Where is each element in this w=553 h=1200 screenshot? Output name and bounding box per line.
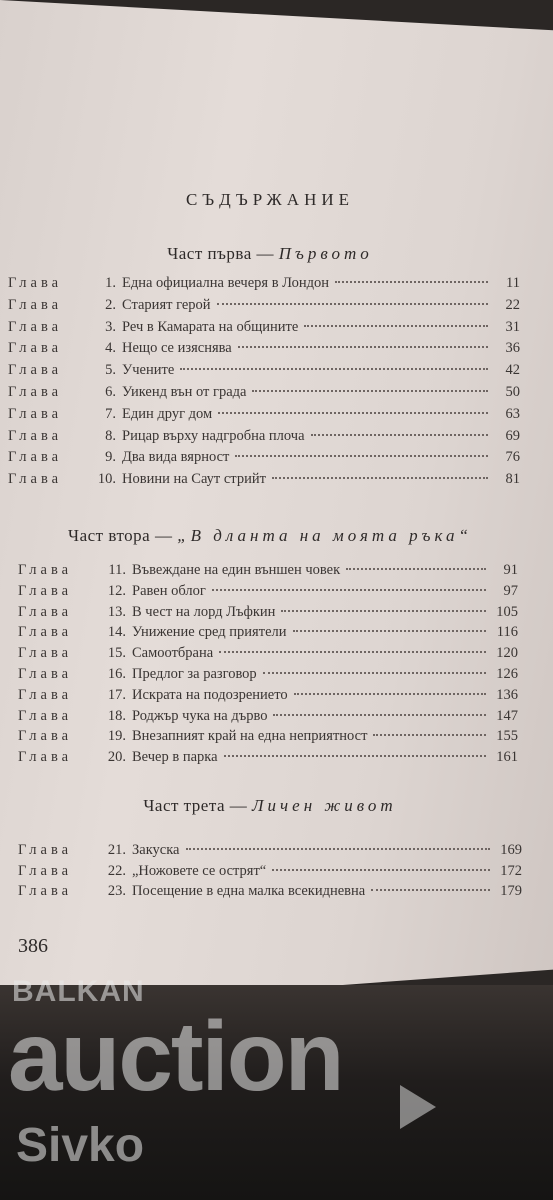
part-title-2 — [0, 526, 540, 546]
leader-dots — [180, 368, 488, 370]
chapter-label: Глава — [18, 666, 73, 682]
chapter-label: Глава — [8, 362, 63, 379]
leader-dots — [235, 455, 488, 457]
chapter-title: Унижение сред приятели — [132, 624, 287, 641]
chapter-number: 13. — [107, 603, 126, 620]
chapter-page: 76 — [505, 449, 520, 466]
chapter-number: 15. — [107, 645, 126, 662]
chapter-number: 12. — [107, 582, 126, 599]
chapter-page: 69 — [505, 427, 520, 444]
leader-dots — [263, 672, 486, 674]
leader-dots — [224, 755, 486, 757]
chapter-title: Равен облог — [132, 582, 206, 599]
part-title-3 — [0, 796, 540, 816]
toc-row — [8, 449, 520, 469]
chapter-number: 1. — [105, 275, 116, 291]
toc-row — [8, 362, 520, 382]
chapter-number: 3. — [105, 318, 116, 335]
chapter-title: Един друг дом — [122, 405, 213, 422]
leader-dots — [371, 889, 490, 891]
toc-row — [18, 728, 518, 748]
chapter-label: Глава — [18, 686, 73, 703]
chapter-page: 179 — [500, 883, 522, 899]
chapter-number: 11. — [108, 562, 126, 578]
leader-dots — [217, 303, 488, 305]
chapter-page: 22 — [505, 296, 520, 313]
chapter-page: 63 — [505, 405, 520, 422]
chapter-label: Глава — [18, 582, 73, 599]
leader-dots — [293, 630, 487, 632]
chapter-number: 10. — [97, 471, 116, 488]
chapter-label: Глава — [8, 405, 63, 422]
chapter-page: 97 — [503, 582, 518, 599]
chapter-label: Глава — [8, 449, 63, 466]
chapter-label: Глава — [18, 749, 73, 766]
chapter-label: Глава — [18, 883, 73, 899]
toc-row — [8, 319, 520, 339]
leader-dots — [186, 848, 491, 850]
chapter-label: Глава — [18, 562, 73, 578]
chapter-number: 5. — [105, 362, 116, 379]
chapter-number: 4. — [105, 340, 116, 357]
leader-dots — [272, 477, 488, 479]
watermark-auction: auction — [8, 1001, 343, 1111]
chapter-page: 120 — [496, 645, 518, 662]
chapter-title: Въвеждане на един външен човек — [132, 562, 341, 578]
chapter-label: Глава — [8, 275, 63, 291]
toc-row — [18, 883, 522, 903]
chapter-label: Глава — [18, 842, 73, 858]
chapter-page: 169 — [500, 842, 522, 858]
chapter-number: 14. — [107, 624, 126, 641]
toc-row — [8, 275, 520, 295]
toc-row — [8, 428, 520, 448]
leader-dots — [373, 734, 486, 736]
toc-row — [8, 471, 520, 491]
chapter-label: Глава — [8, 427, 63, 444]
chapter-title: Предлог за разговор — [132, 666, 257, 682]
toc-row — [18, 863, 522, 883]
chapter-title: Старият герой — [122, 296, 211, 313]
chapter-page: 161 — [496, 749, 518, 766]
part-title-1 — [0, 244, 540, 264]
chapter-title: В чест на лорд Лъфкин — [132, 603, 276, 620]
chapter-number: 23. — [107, 883, 126, 899]
chapter-title: Вечер в парка — [132, 749, 218, 766]
chapter-title: Рицар върху надгробна плоча — [122, 427, 305, 444]
chapter-label: Глава — [18, 707, 73, 724]
toc-row — [8, 340, 520, 360]
chapter-number: 20. — [107, 749, 126, 766]
chapter-page: 126 — [496, 666, 518, 682]
chapter-title: Посещение в една малка всекидневна — [132, 883, 366, 899]
part-name: Първото — [278, 244, 373, 263]
toc-row — [18, 687, 518, 707]
chapter-page: 105 — [496, 603, 518, 620]
chapter-title: Самоотбрана — [132, 645, 214, 662]
chapter-label: Глава — [18, 603, 73, 620]
toc-row — [18, 562, 518, 582]
chapter-label: Глава — [8, 296, 63, 313]
leader-dots — [281, 610, 486, 612]
chapter-number: 19. — [107, 728, 126, 745]
chapter-page: 172 — [500, 862, 522, 879]
toc-row — [18, 604, 518, 624]
page-number: 386 — [18, 935, 48, 957]
chapter-title: Уикенд вън от града — [122, 384, 247, 400]
chapter-page: 116 — [496, 624, 518, 641]
chapter-title: „Ножовете се острят“ — [132, 862, 267, 879]
contents-heading: СЪДЪРЖАНИЕ — [185, 190, 355, 209]
chapter-page: 42 — [505, 362, 520, 379]
toc-row — [8, 406, 520, 426]
chapter-title: Закуска — [132, 842, 180, 858]
toc-row — [18, 624, 518, 644]
chapter-page: 147 — [496, 707, 518, 724]
chapter-number: 18. — [107, 707, 126, 724]
part-prefix: Част първа — — [167, 244, 274, 263]
chapter-label: Глава — [18, 862, 73, 879]
toc-row — [18, 666, 518, 686]
chapter-page: 136 — [496, 686, 518, 703]
chapter-label: Глава — [18, 645, 73, 662]
chapter-title: Една официална вечеря в Лондон — [122, 275, 330, 291]
part-name: „В дланта на моята ръка“ — [177, 526, 472, 545]
chapter-page: 36 — [505, 340, 520, 357]
leader-dots — [304, 325, 488, 327]
leader-dots — [218, 412, 488, 414]
chapter-number: 9. — [105, 449, 116, 466]
chapter-title: Два вида вярност — [122, 449, 230, 466]
toc-row — [18, 708, 518, 728]
chapter-number: 21. — [107, 842, 126, 858]
chapter-number: 22. — [107, 862, 126, 879]
part-prefix: Част втора — — [68, 526, 173, 545]
leader-dots — [294, 693, 486, 695]
chapter-number: 2. — [105, 296, 116, 313]
toc-row — [8, 384, 520, 404]
chapter-title: Учените — [122, 362, 175, 379]
toc-row — [18, 749, 518, 769]
leader-dots — [272, 869, 490, 871]
leader-dots — [219, 651, 486, 653]
leader-dots — [311, 434, 488, 436]
leader-dots — [238, 346, 488, 348]
toc-row — [18, 583, 518, 603]
chapter-title: Искрата на подозрението — [132, 686, 288, 703]
toc-row — [8, 297, 520, 317]
toc-row — [18, 842, 522, 862]
chapter-title: Новини на Саут стрийт — [122, 471, 266, 488]
chapter-page: 31 — [505, 318, 520, 335]
leader-dots — [273, 714, 486, 716]
chapter-label: Глава — [8, 384, 63, 400]
chapter-number: 16. — [107, 666, 126, 682]
chapter-label: Глава — [8, 318, 63, 335]
chapter-title: Роджър чука на дърво — [132, 707, 268, 724]
chapter-title: Нещо се изяснява — [122, 340, 232, 357]
watermark-sivko: Sivko — [16, 1119, 145, 1172]
chapter-page: 11 — [506, 275, 520, 291]
chapter-title: Реч в Камарата на общините — [122, 318, 299, 335]
chapter-label: Глава — [8, 340, 63, 357]
leader-dots — [212, 589, 486, 591]
leader-dots — [346, 568, 486, 570]
chapter-number: 6. — [105, 384, 116, 400]
chapter-page: 50 — [505, 384, 520, 400]
toc-row — [18, 645, 518, 665]
chapter-number: 7. — [105, 405, 116, 422]
leader-dots — [335, 281, 488, 283]
chapter-label: Глава — [18, 728, 73, 745]
chapter-page: 91 — [503, 562, 518, 578]
part-name: Личен живот — [252, 796, 397, 815]
chapter-number: 17. — [107, 686, 126, 703]
chapter-title: Внезапният край на една неприятност — [132, 728, 368, 745]
part-prefix: Част трета — — [143, 796, 248, 815]
chapter-label: Глава — [18, 624, 73, 641]
chapter-label: Глава — [8, 471, 63, 488]
play-icon — [400, 1085, 436, 1129]
leader-dots — [252, 390, 488, 392]
watermark-balkan: BALKAN — [12, 975, 145, 1008]
chapter-page: 81 — [505, 471, 520, 488]
chapter-page: 155 — [496, 728, 518, 745]
chapter-number: 8. — [105, 427, 116, 444]
